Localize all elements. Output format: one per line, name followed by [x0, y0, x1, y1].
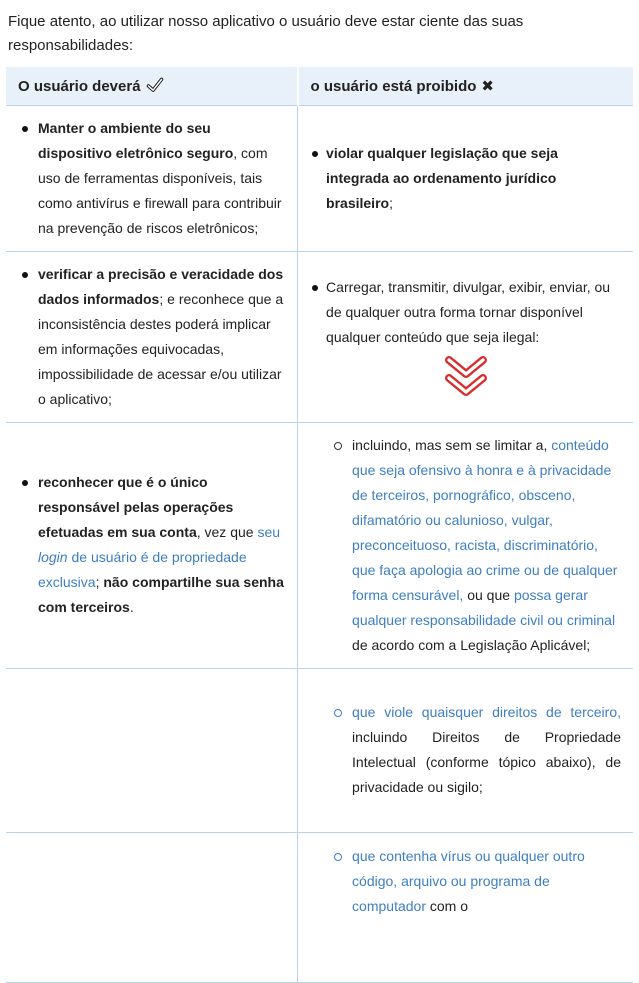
- sub-bullet-list: [332, 433, 621, 658]
- text-segment: verificar a precisão e veracidade dos dados informados: [38, 265, 284, 307]
- text-segment: .: [129, 599, 134, 615]
- text-segment: , vez que: [196, 524, 258, 540]
- text-segment: de acordo com a Legislação Aplicável;: [352, 636, 591, 653]
- inline-link[interactable]: seu: [257, 524, 281, 540]
- list-item: [332, 433, 621, 658]
- list-item: [332, 700, 621, 800]
- cell-forbidden-offensive-content: [298, 422, 633, 668]
- cell-must-verify-data: [6, 251, 298, 422]
- text-segment: ou que: [463, 586, 514, 603]
- text-segment: ; e reconhece que a inconsistência destes poderá implicar em informações equivocadas, impossibilidade de acessar e/ou utilizar o aplicativo;: [38, 290, 284, 407]
- cell-forbidden-third-party-rights: [298, 668, 633, 832]
- text-segment: violar qualquer legislação que seja integrada ao ordenamento jurídico brasileiro: [326, 144, 558, 211]
- double-chevron-down-icon: [310, 354, 621, 398]
- text-segment: Manter o ambiente do seu dispositivo eletrônico seguro: [38, 119, 234, 161]
- inline-link[interactable]: login: [38, 549, 68, 565]
- list-item: [18, 470, 285, 620]
- text-segment: , com uso de ferramentas disponíveis, tais como antivírus e firewall para contribuir na prevenção de riscos eletrônicos;: [38, 144, 282, 236]
- intro-text: Fique atento, ao utilizar nosso aplicativo o usuário deve estar ciente das suas responsabilidades:: [8, 13, 524, 54]
- cell-forbidden-violate-law: [298, 105, 633, 251]
- bullet-list: [18, 116, 285, 241]
- check-icon: [146, 77, 164, 93]
- table-header-row: [6, 67, 633, 105]
- inline-link[interactable]: que contenha vírus ou qualquer outro código, arquivo ou programa de computador: [352, 847, 585, 914]
- table-row: [6, 251, 633, 422]
- table-row: [6, 422, 633, 668]
- header-user-forbidden: [298, 67, 633, 105]
- list-item: [310, 275, 621, 350]
- text-segment: não compartilhe sua senha com terceiros: [38, 574, 284, 615]
- cell-empty: [6, 668, 298, 832]
- responsibilities-table: [6, 67, 633, 983]
- inline-link[interactable]: que viole quaisquer direitos de terceiro,: [352, 704, 621, 720]
- text-segment: reconhecer que é o único responsável pelas operações efetuadas em sua conta: [38, 474, 234, 540]
- bullet-list: [310, 275, 621, 350]
- header-user-must: [6, 67, 298, 105]
- table-row: [6, 832, 633, 982]
- header-user-must-label: O usuário deverá: [18, 77, 141, 95]
- cell-must-keep-device-secure: [6, 105, 298, 251]
- text-segment: com o: [425, 897, 468, 914]
- table-row: [6, 668, 633, 832]
- inline-link[interactable]: de usuário é de propriedade exclusiva: [38, 549, 247, 590]
- sub-bullet-list: [332, 844, 621, 919]
- sub-bullet-list: [332, 700, 621, 800]
- cell-forbidden-virus-content: [298, 832, 633, 982]
- bullet-list: [310, 141, 621, 216]
- inline-link[interactable]: conteúdo que seja ofensivo à honra e à privacidade de terceiros, pornográfico, obsceno, difamatório ou calunioso, vulgar, preconceituoso, racista, discriminatório, que faça apologia ao crime ou de qualquer forma censurável,: [352, 436, 618, 603]
- text-segment: incluindo Direitos de Propriedade Intelectual (conforme tópico abaixo), de privacidade ou sigilo;: [352, 729, 621, 795]
- list-item: [310, 141, 621, 216]
- text-segment: incluindo, mas sem se limitar a,: [352, 436, 552, 453]
- table-row: [6, 105, 633, 251]
- bullet-list: [18, 470, 285, 620]
- cell-must-account-responsibility: [6, 422, 298, 668]
- x-icon: ✖: [481, 76, 494, 95]
- text-segment: ;: [95, 574, 104, 590]
- header-user-forbidden-label: o usuário está proibido: [310, 77, 477, 95]
- cell-empty: [6, 832, 298, 982]
- inline-link[interactable]: possa gerar qualquer responsabilidade civil ou criminal: [352, 586, 616, 628]
- list-item: [18, 262, 285, 412]
- cell-forbidden-illegal-content: [298, 251, 633, 422]
- bullet-list: [18, 262, 285, 412]
- text-segment: ;: [389, 194, 393, 211]
- list-item: [18, 116, 285, 241]
- text-segment: Carregar, transmitir, divulgar, exibir, enviar, ou de qualquer outra forma tornar disponível qualquer conteúdo que seja ilegal:: [326, 279, 611, 345]
- list-item: [332, 844, 621, 919]
